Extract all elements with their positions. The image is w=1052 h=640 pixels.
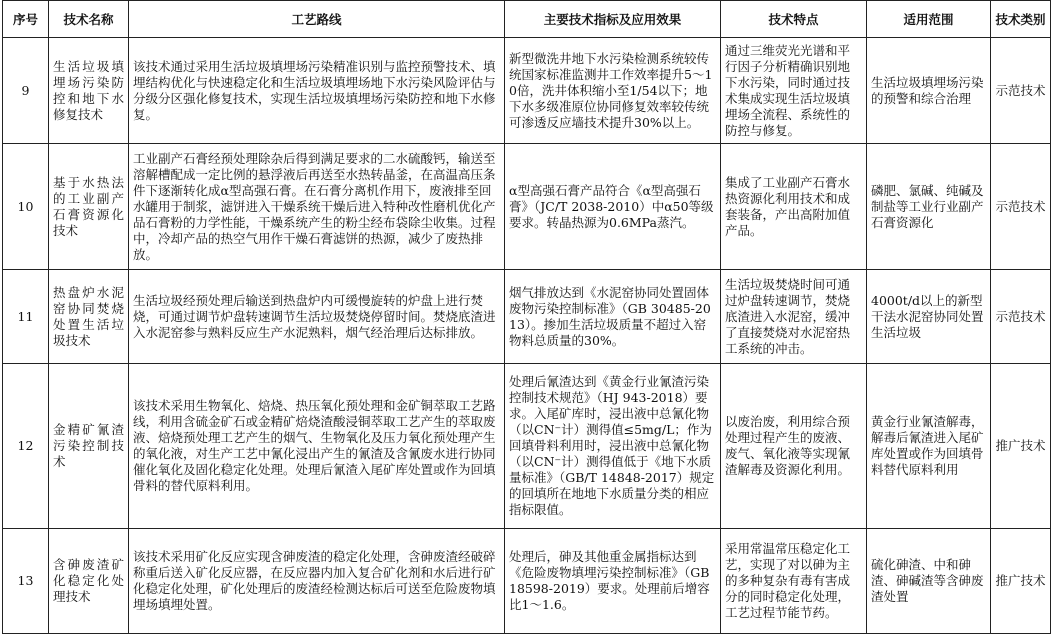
row-indicators: 烟气排放达到《水泥窑协同处置固体废物污染控制标准》（GB 30485-2013）。掺加生活垃圾质量不超过入窑物料总质量的30%。 bbox=[505, 270, 721, 364]
row-indicators: 处理后氰渣达到《黄金行业氰渣污染控制技术规范》（HJ 943-2018）要求。入尾矿库时，浸出液中总氰化物（以CN⁻计）测得值≤5mg/L；作为回填骨料利用时，浸出液中总氰化物（以CN⁻计）测得值低于《地下水质量标准》（GB/T 14848-2017）规定的回填所在地地下水质量分类的相应指标限值。 bbox=[505, 364, 721, 529]
table-row bbox=[3, 270, 1051, 364]
header-scope: 适用范围 bbox=[867, 1, 991, 38]
row-indicators: α型高强石膏产品符合《α型高强石膏》（JC/T 2038-2010）中α50等级要求。转晶热源为0.6MPa蒸汽。 bbox=[505, 144, 721, 270]
row-no: 10 bbox=[3, 144, 49, 270]
row-route: 该技术通过采用生活垃圾填埋场污染精准识别与监控预警技术、填埋结构优化与快速稳定化和生活垃圾填埋场地下水污染风险评估与分级分区强化修复技术，实现生活垃圾填埋场污染防控和地下水修复。 bbox=[129, 38, 505, 144]
row-route: 该技术采用生物氧化、焙烧、热压氧化预处理和金矿铜萃取工艺路线，利用含硫金矿石或金精矿焙烧渣酸浸铜萃取工艺产生的萃取废液、焙烧预处理工艺产生的烟气、生物氧化及压力氧化预处理产生的氧化液，对生产工艺中氰化浸出产生的氰渣及含氰废水进行协同催化氧化及固化稳定化处理。处理后氰渣入尾矿库处置或作为回填骨料的替代原料利用。 bbox=[129, 364, 505, 529]
row-features: 生活垃圾焚烧时间可通过炉盘转速调节，焚烧底渣进入水泥窑，缓冲了直接焚烧对水泥窑热工系统的冲击。 bbox=[721, 270, 867, 364]
table-row bbox=[3, 38, 1051, 144]
row-category: 示范技术 bbox=[991, 270, 1051, 364]
row-no: 11 bbox=[3, 270, 49, 364]
row-category: 示范技术 bbox=[991, 144, 1051, 270]
row-name: 生活垃圾填埋场污染防控和地下水修复技术 bbox=[49, 38, 129, 144]
row-indicators: 新型微洗井地下水污染检测系统较传统国家标准监测井工作效率提升5～10倍，洗井体积缩小至1/54以下；地下水多级准原位协同修复效率较传统可渗透反应墙技术提升30%以上。 bbox=[505, 38, 721, 144]
row-route: 该技术采用矿化反应实现含砷废渣的稳定化处理，含砷废渣经破碎称重后送入矿化反应器，在反应器内加入复合矿化剂和水后进行矿化稳定化处理，矿化处理后的废渣经检测达标后可送至危险废物填埋场填埋处置。 bbox=[129, 529, 505, 634]
row-no: 12 bbox=[3, 364, 49, 529]
row-route: 生活垃圾经预处理后输送到热盘炉内可缓慢旋转的炉盘上进行焚烧，可通过调节炉盘转速调节生活垃圾焚烧停留时间。焚烧底渣进入水泥窑参与熟料反应生产水泥熟料，烟气经治理后达标排放。 bbox=[129, 270, 505, 364]
row-features: 集成了工业副产石膏水热资源化利用技术和成套装备，产出高附加值产品。 bbox=[721, 144, 867, 270]
header-route: 工艺路线 bbox=[129, 1, 505, 38]
row-scope: 生活垃圾填埋场污染的预警和综合治理 bbox=[867, 38, 991, 144]
row-no: 9 bbox=[3, 38, 49, 144]
header-indicators: 主要技术指标及应用效果 bbox=[505, 1, 721, 38]
row-name: 含砷废渣矿化稳定化处理技术 bbox=[49, 529, 129, 634]
row-scope: 磷肥、氯碱、纯碱及制盐等工业行业副产石膏资源化 bbox=[867, 144, 991, 270]
row-route: 工业副产石膏经预处理除杂后得到满足要求的二水硫酸钙，输送至溶解槽配成一定比例的悬浮液后再送至水热转晶釜，在高温高压条件下逐渐转化成α型高强石膏。在石膏分离机作用下，废液排至回水罐用于制浆，滤饼进入干燥系统干燥后进入特种改性磨机优化产品石膏粉的力学性能，干燥系统产生的粉尘经布袋除尘收集。过程中，冷却产品的热空气用作干燥石膏滤饼的热源，减少了废热排放。 bbox=[129, 144, 505, 270]
table-row bbox=[3, 364, 1051, 529]
table-row bbox=[3, 529, 1051, 634]
row-indicators: 处理后，砷及其他重金属指标达到《危险废物填埋污染控制标准》（GB 18598-2019）要求。处理前后增容比1～1.6。 bbox=[505, 529, 721, 634]
row-category: 推广技术 bbox=[991, 529, 1051, 634]
row-category: 推广技术 bbox=[991, 364, 1051, 529]
row-features: 采用常温常压稳定化工艺，实现了对以砷为主的多种复杂有毒有害成分的同时稳定化处理，工艺过程节能节药。 bbox=[721, 529, 867, 634]
technology-table bbox=[2, 0, 1051, 634]
row-category: 示范技术 bbox=[991, 38, 1051, 144]
header-no: 序号 bbox=[3, 1, 49, 38]
row-features: 通过三维荧光光谱和平行因子分析精确识别地下水污染，同时通过技术集成实现生活垃圾填埋场全流程、系统性的防控与修复。 bbox=[721, 38, 867, 144]
row-name: 基于水热法的工业副产石膏资源化技术 bbox=[49, 144, 129, 270]
row-no: 13 bbox=[3, 529, 49, 634]
row-features: 以废治废，利用综合预处理过程产生的废液、废气、氧化液等实现氰渣解毒及资源化利用。 bbox=[721, 364, 867, 529]
header-row bbox=[3, 1, 1051, 38]
row-scope: 4000t/d以上的新型干法水泥窑协同处置生活垃圾 bbox=[867, 270, 991, 364]
header-category: 技术类别 bbox=[991, 1, 1051, 38]
table-row bbox=[3, 144, 1051, 270]
header-name: 技术名称 bbox=[49, 1, 129, 38]
row-scope: 黄金行业氰渣解毒，解毒后氰渣进入尾矿库处置或作为回填骨料替代原料利用 bbox=[867, 364, 991, 529]
row-name: 热盘炉水泥窑协同焚烧处置生活垃圾技术 bbox=[49, 270, 129, 364]
row-name: 金精矿氰渣污染控制技术 bbox=[49, 364, 129, 529]
row-scope: 硫化砷渣、中和砷渣、砷碱渣等含砷废渣处置 bbox=[867, 529, 991, 634]
header-features: 技术特点 bbox=[721, 1, 867, 38]
